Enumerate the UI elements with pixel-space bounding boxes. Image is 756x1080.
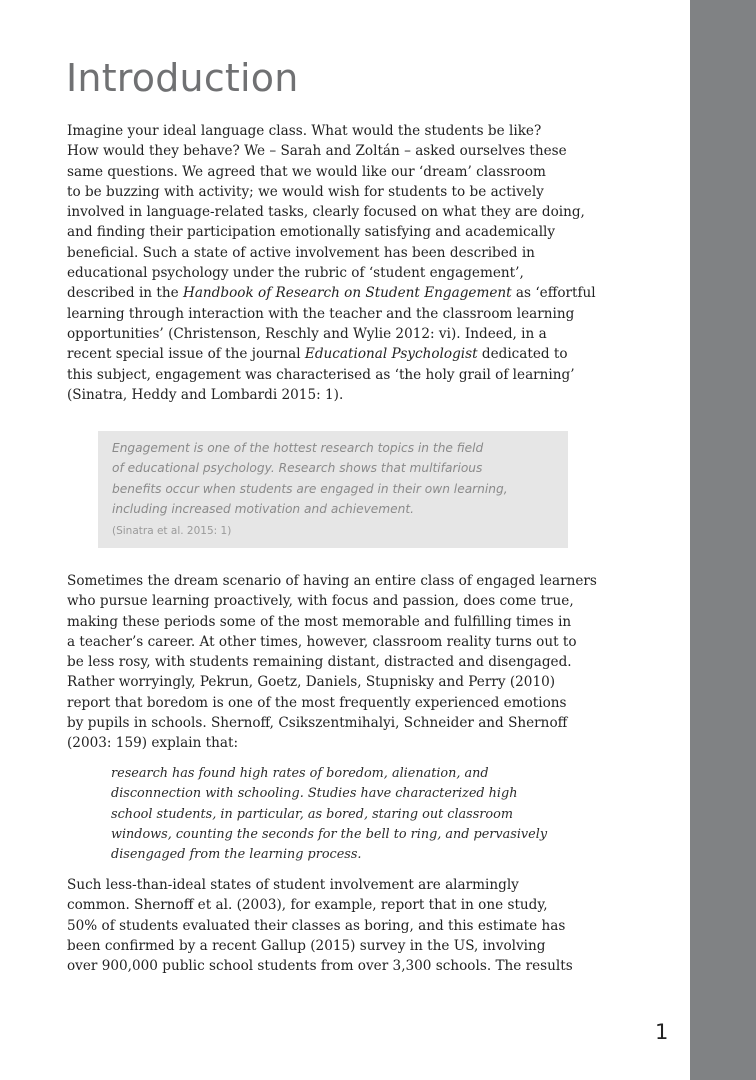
text-run: as ‘effortful — [511, 285, 596, 302]
text-line: opportunities’ (Christenson, Reschly and Wylie 2012: vi). Indeed, in a — [67, 325, 547, 342]
text-line: who pursue learning proactively, with focus and passion, does come true, — [67, 593, 574, 610]
paragraph-2 — [67, 571, 627, 754]
text-line: Rather worryingly, Pekrun, Goetz, Daniels, Stupnisky and Perry (2010) — [67, 674, 556, 691]
text-line: be less rosy, with students remaining distant, distracted and disengaged. — [67, 654, 572, 671]
paragraph-1 — [67, 121, 627, 405]
text-line: been confirmed by a recent Gallup (2015) survey in the US, involving — [67, 937, 546, 954]
text-line: same questions. We agreed that we would like our ‘dream’ classroom — [67, 163, 546, 180]
text-line: Such less-than-ideal states of student involvement are alarmingly — [67, 877, 519, 893]
text-line: common. Shernoff et al. (2003), for example, report that in one study, — [67, 897, 548, 914]
text-line: including increased motivation and achievement. — [112, 501, 415, 516]
pull-quote-citation: (Sinatra et al. 2015: 1) — [112, 525, 232, 537]
text-line: school students, in particular, as bored, staring out classroom — [111, 806, 513, 822]
text-line: involved in language-related tasks, clearly focused on what they are doing, — [67, 204, 585, 221]
pull-quote-box — [98, 431, 568, 548]
text-line: report that boredom is one of the most frequently experienced emotions — [67, 694, 567, 711]
page-title: Introduction — [66, 56, 299, 100]
text-line: beneficial. Such a state of active involvement has been described in — [67, 244, 535, 261]
side-margin-bar — [690, 0, 756, 1080]
text-line: to be buzzing with activity; we would wish for students to be actively — [67, 183, 544, 200]
text-line: this subject, engagement was characterised as ‘the holy grail of learning’ — [67, 366, 575, 383]
text-line: educational psychology under the rubric of ‘student engagement’, — [67, 265, 524, 282]
text-line: disconnection with schooling. Studies have characterized high — [111, 786, 518, 802]
text-line: disengaged from the learning process. — [111, 847, 362, 863]
text-run: dedicated to — [477, 346, 568, 363]
book-title: Handbook of Research on Student Engagement — [182, 285, 512, 302]
text-line: research has found high rates of boredom, alienation, and — [111, 766, 489, 781]
text-line: How would they behave? We – Sarah and Zoltán – asked ourselves these — [67, 143, 567, 160]
page-number: 1 — [655, 1020, 669, 1044]
text-line: windows, counting the seconds for the bell to ring, and pervasively — [111, 826, 548, 842]
text-line: learning through interaction with the teacher and the classroom learning — [67, 305, 575, 322]
pull-quote-text — [112, 438, 508, 519]
text-line: benefits occur when students are engaged in their own learning, — [112, 481, 508, 496]
text-line: over 900,000 public school students from over 3,300 schools. The results — [67, 958, 573, 975]
text-line — [67, 283, 627, 303]
text-line: making these periods some of the most memorable and fulfilling times in — [67, 613, 572, 630]
text-line: of educational psychology. Research shows that multifarious — [112, 461, 483, 476]
text-line: Engagement is one of the hottest research topics in the field — [112, 441, 484, 455]
text-line: a teacher’s career. At other times, however, classroom reality turns out to — [67, 633, 577, 650]
text-line: by pupils in schools. Shernoff, Csikszentmihalyi, Schneider and Shernoff — [67, 715, 568, 732]
text-line: 50% of students evaluated their classes as boring, and this estimate has — [67, 917, 566, 934]
text-run: recent special issue of the journal — [67, 346, 305, 363]
text-line: Imagine your ideal language class. What would the students be like? — [67, 123, 542, 139]
text-line: Sometimes the dream scenario of having an entire class of engaged learners — [67, 573, 597, 589]
text-run: described in the — [67, 285, 183, 302]
text-line: (Sinatra, Heddy and Lombardi 2015: 1). — [67, 386, 344, 403]
paragraph-3 — [67, 875, 627, 976]
block-quote — [111, 764, 547, 865]
text-line: (2003: 159) explain that: — [67, 735, 239, 752]
text-line: and finding their participation emotionally satisfying and academically — [67, 224, 556, 241]
journal-title: Educational Psychologist — [304, 346, 478, 363]
text-line — [67, 344, 627, 364]
